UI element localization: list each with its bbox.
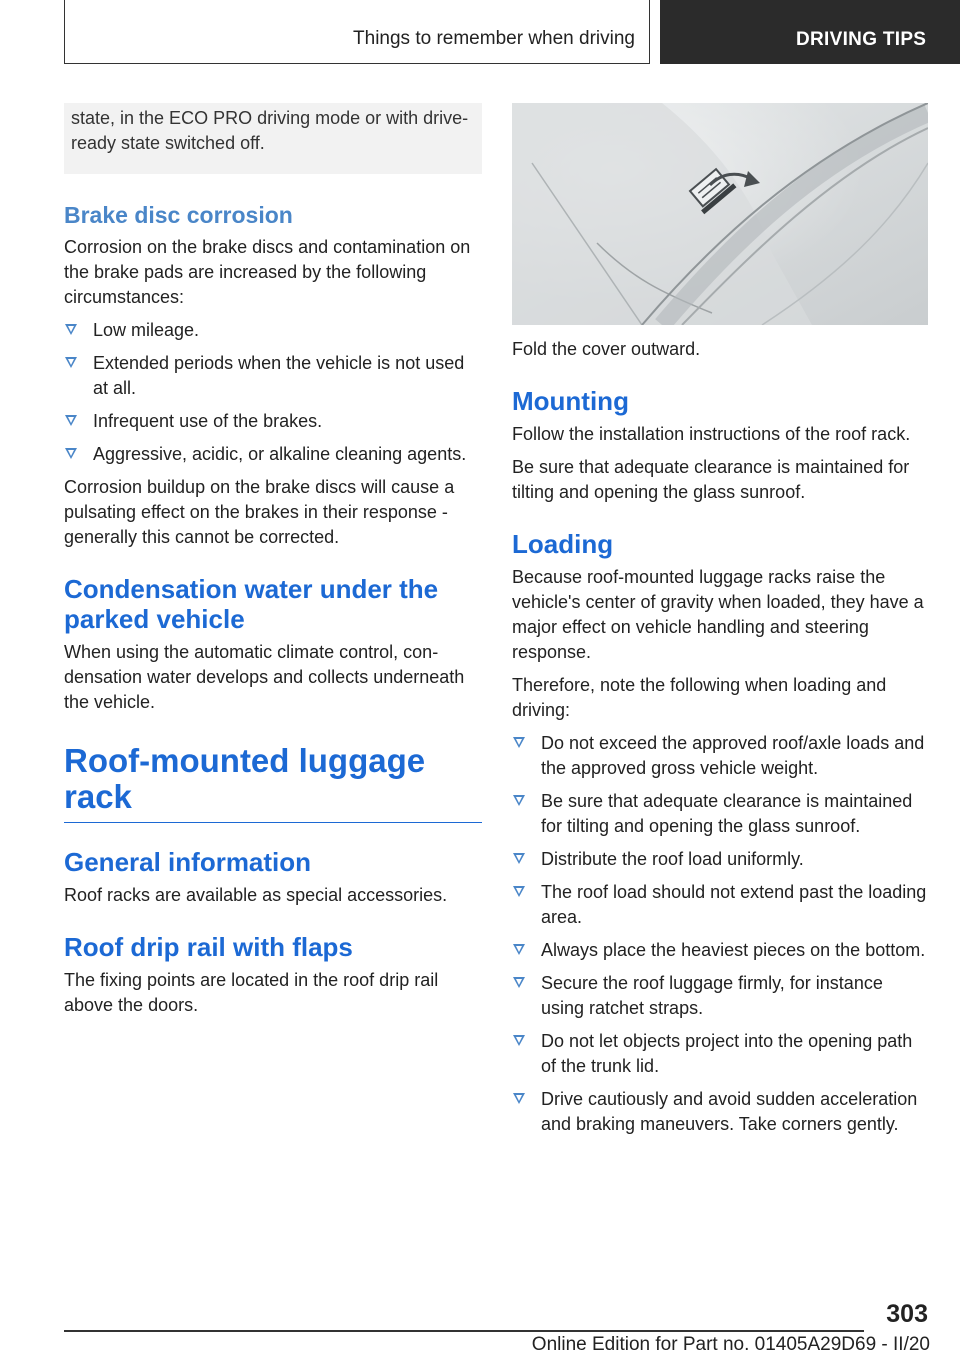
loading-rules-list: [512, 731, 928, 1137]
list-item: [512, 1087, 928, 1137]
left-column: [64, 103, 482, 1026]
list-item-text: Be sure that adequate clearance is maintained for tilting and opening the glass sunroof.: [541, 791, 913, 836]
header-chapter-title: DRIVING TIPS: [796, 29, 927, 50]
bullet-triangle-icon: [513, 977, 525, 988]
photo-caption: Fold the cover outward.: [512, 339, 701, 359]
heading-general-information: General information: [64, 847, 312, 877]
list-item: [512, 880, 928, 930]
bullet-triangle-icon: [513, 1035, 525, 1046]
list-item: [64, 409, 482, 434]
page-number: 303: [886, 1300, 928, 1328]
header-chapter-tab: [660, 0, 960, 64]
list-item-text: Do not exceed the approved roof/axle loads and the approved gross vehicle weight.: [541, 733, 925, 778]
roof-drip-rail-flap-illustration: [512, 103, 928, 325]
bullet-triangle-icon: [513, 795, 525, 806]
list-item-text: Do not let objects project into the opening path of the trunk lid.: [541, 1031, 913, 1076]
list-item-text: Distribute the roof load uniformly.: [541, 849, 804, 869]
bullet-triangle-icon: [65, 448, 77, 459]
heading-roof-mounted-luggage-rack: Roof-mounted luggage rack: [64, 743, 482, 823]
bullet-triangle-icon: [65, 324, 77, 335]
list-item-text: Aggressive, acidic, or alkaline cleaning agents.: [93, 444, 467, 464]
list-item-text: The roof load should not extend past the loading area.: [541, 882, 927, 927]
list-item: [64, 318, 482, 343]
list-item: [64, 351, 482, 401]
bullet-triangle-icon: [513, 886, 525, 897]
list-item: [512, 1029, 928, 1079]
bullet-triangle-icon: [513, 853, 525, 864]
bullet-triangle-icon: [513, 737, 525, 748]
list-item: [64, 442, 482, 467]
bullet-triangle-icon: [65, 357, 77, 368]
header-section-title: Things to remember when driving: [353, 28, 635, 49]
drip-rail-paragraph: The fixing points are located in the roof drip rail above the doors.: [64, 970, 439, 1015]
list-item: [512, 971, 928, 1021]
right-column: [512, 103, 928, 1145]
note-box: state, in the ECO PRO driving mode or with drive-ready state switched off.: [64, 103, 482, 174]
heading-roof-drip-rail: Roof drip rail with flaps: [64, 932, 353, 962]
brake-circumstances-list: [64, 318, 482, 467]
heading-brake-disc-corrosion: Brake disc corrosion: [64, 202, 293, 228]
brake-intro-paragraph: Corrosion on the brake discs and contamination on the brake pads are increased by the following circumstances:: [64, 237, 471, 307]
bullet-triangle-icon: [65, 415, 77, 426]
mounting-paragraph-1: Follow the installation instructions of the roof rack.: [512, 424, 911, 444]
condensation-paragraph: When using the automatic climate control, condensation water develops and collects underneath the vehicle.: [64, 642, 465, 712]
list-item-text: Extended periods when the vehicle is not used at all.: [93, 353, 465, 398]
list-item-text: Infrequent use of the brakes.: [93, 411, 323, 431]
bullet-triangle-icon: [513, 1093, 525, 1104]
list-item: [512, 789, 928, 839]
brake-outro-paragraph: Corrosion buildup on the brake discs will cause a pulsating effect on the brakes in their response - generally this cannot be corrected.: [64, 477, 455, 547]
list-item: [512, 731, 928, 781]
loading-paragraph-1: Because roof-mounted luggage racks raise the vehicle's center of gravity when loaded, they have a major effect on vehicle handling and steering response.: [512, 567, 924, 662]
list-item-text: Drive cautiously and avoid sudden acceleration and braking maneuvers. Take corners gently.: [541, 1089, 918, 1134]
list-item-text: Low mileage.: [93, 320, 200, 340]
footer-divider: [64, 1330, 864, 1332]
header-section-title-box: [64, 0, 650, 64]
list-item: [512, 938, 928, 963]
heading-mounting: Mounting: [512, 386, 629, 416]
list-item-text: Always place the heaviest pieces on the bottom.: [541, 940, 926, 960]
list-item: [512, 847, 928, 872]
list-item-text: Secure the roof luggage firmly, for instance using ratchet straps.: [541, 973, 883, 1018]
heading-loading: Loading: [512, 529, 614, 559]
general-paragraph: Roof racks are available as special accessories.: [64, 885, 448, 905]
heading-condensation-water: Condensation water under the parked vehicle: [64, 574, 439, 634]
mounting-paragraph-2: Be sure that adequate clearance is maintained for tilting and opening the glass sunroof.: [512, 457, 910, 502]
bullet-triangle-icon: [513, 944, 525, 955]
footer-edition-text: Online Edition for Part no. 01405A29D69 - II/20: [531, 1334, 930, 1355]
loading-paragraph-2: Therefore, note the following when loading and driving:: [512, 675, 887, 720]
